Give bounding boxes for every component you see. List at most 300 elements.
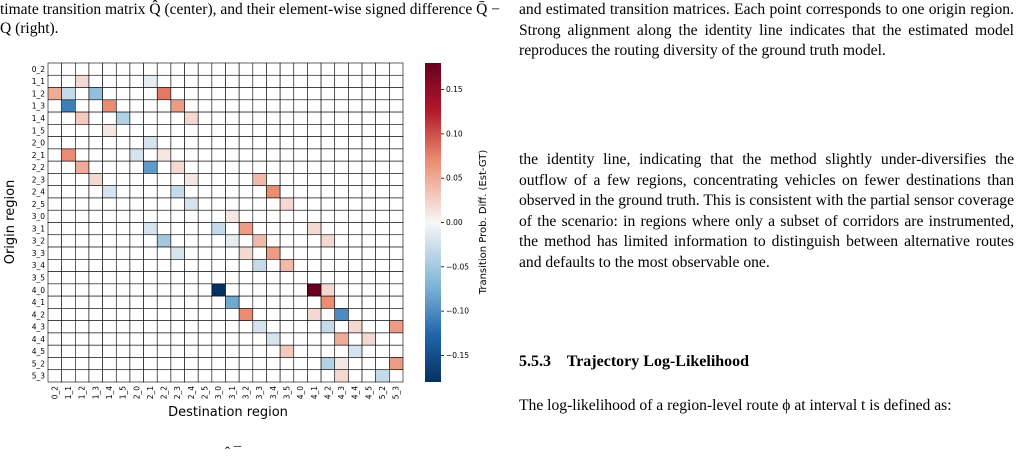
heatmap-cell xyxy=(226,333,240,345)
heatmap-cell xyxy=(116,88,130,100)
heatmap-cell xyxy=(75,210,89,222)
heatmap-cell xyxy=(321,161,335,173)
x-tick-label: 1_1 xyxy=(63,386,73,400)
heatmap-cell xyxy=(198,161,212,173)
heatmap-cell xyxy=(294,223,308,235)
heatmap-cell xyxy=(348,149,362,161)
heatmap-cell xyxy=(75,63,89,75)
heatmap-cell xyxy=(294,161,308,173)
heatmap-cell xyxy=(103,210,117,222)
heatmap-cell xyxy=(157,247,171,259)
heatmap-cell xyxy=(212,210,226,222)
heatmap-cell xyxy=(321,308,335,320)
heatmap-cell xyxy=(130,88,144,100)
heatmap-cell xyxy=(266,100,280,112)
heatmap-cell xyxy=(185,284,199,296)
heatmap-cell xyxy=(294,88,308,100)
heatmap-cell xyxy=(75,198,89,210)
heatmap-cell xyxy=(280,235,294,247)
heatmap-cell xyxy=(62,210,76,222)
heatmap-cell xyxy=(348,223,362,235)
x-tick-label: 2_3 xyxy=(173,386,183,400)
heatmap-cell xyxy=(335,198,349,210)
heatmap-cell xyxy=(348,284,362,296)
heatmap-cell xyxy=(144,333,158,345)
heatmap-cell xyxy=(116,149,130,161)
x-tick-label: 2_0 xyxy=(132,386,142,400)
x-tick-label: 4_2 xyxy=(323,386,333,400)
heatmap-cell xyxy=(226,186,240,198)
heatmap-cell xyxy=(75,137,89,149)
heatmap-cell xyxy=(280,345,294,357)
heatmap-cell xyxy=(226,235,240,247)
x-tick-label: 4_3 xyxy=(337,386,347,400)
paragraph-routing-diversity: and estimated transition matrices. Each point corresponds to one origin region. Strong alignment along the identity line indicates that the estimated model reproduces the routing diversity of the ground truth model. xyxy=(519,1,1014,59)
heatmap-cell xyxy=(130,198,144,210)
heatmap-cell xyxy=(212,112,226,124)
heatmap-cell xyxy=(253,272,267,284)
heatmap-cell xyxy=(294,186,308,198)
heatmap-cell xyxy=(130,370,144,382)
heatmap-cell xyxy=(212,161,226,173)
heatmap-cell xyxy=(226,149,240,161)
heatmap-cell xyxy=(239,124,253,136)
heatmap-cell xyxy=(171,149,185,161)
heatmap-cell xyxy=(389,272,403,284)
heatmap-cell xyxy=(62,247,76,259)
heatmap-cell xyxy=(48,198,62,210)
heatmap-cell xyxy=(171,370,185,382)
heatmap-cell xyxy=(198,75,212,87)
heatmap-cell xyxy=(226,124,240,136)
heatmap-cell xyxy=(171,124,185,136)
heatmap-cell xyxy=(239,75,253,87)
heatmap-cell xyxy=(376,235,390,247)
heatmap-cell xyxy=(280,63,294,75)
heatmap-cell xyxy=(185,223,199,235)
heatmap-cell xyxy=(48,357,62,369)
heatmap-cell xyxy=(321,88,335,100)
heatmap-cell xyxy=(307,296,321,308)
heatmap-cell xyxy=(226,173,240,185)
heatmap-cell xyxy=(116,259,130,271)
heatmap-cell xyxy=(226,345,240,357)
heatmap-cell xyxy=(348,370,362,382)
heatmap-cell xyxy=(62,88,76,100)
heatmap-cell xyxy=(89,112,103,124)
heatmap-cell xyxy=(307,259,321,271)
colorbar-tick-label: 0.05 xyxy=(446,173,463,183)
heatmap-cell xyxy=(253,333,267,345)
heatmap-cell xyxy=(266,272,280,284)
heatmap-cell xyxy=(185,88,199,100)
heatmap-cell xyxy=(389,63,403,75)
heatmap-cell xyxy=(253,75,267,87)
heatmap-cell xyxy=(294,357,308,369)
heatmap-cell xyxy=(89,173,103,185)
heatmap-cell xyxy=(389,186,403,198)
heatmap-cell xyxy=(198,210,212,222)
heatmap-cell xyxy=(362,149,376,161)
heatmap-cell xyxy=(239,198,253,210)
heatmap-cell xyxy=(389,284,403,296)
y-tick-label: 1_4 xyxy=(31,114,45,124)
heatmap-cell xyxy=(335,272,349,284)
heatmap-cell xyxy=(212,63,226,75)
heatmap-cell xyxy=(103,272,117,284)
heatmap-cell xyxy=(130,357,144,369)
heatmap-cell xyxy=(171,173,185,185)
caption-text: timate transition matrix Q̂ (center), and their element-wise signed difference Q̄ − Q (right). xyxy=(0,1,500,37)
heatmap-cell xyxy=(362,88,376,100)
heatmap-cell xyxy=(116,186,130,198)
heatmap-cell xyxy=(239,112,253,124)
heatmap-cell xyxy=(266,88,280,100)
x-tick-label: 2_4 xyxy=(186,386,196,400)
heatmap-cell xyxy=(226,137,240,149)
heatmap-cell xyxy=(226,223,240,235)
heatmap-cell xyxy=(321,75,335,87)
heatmap-cell xyxy=(389,88,403,100)
heatmap-cell xyxy=(198,247,212,259)
heatmap-cell xyxy=(266,357,280,369)
heatmap-cell xyxy=(226,112,240,124)
x-tick-label: 3_1 xyxy=(227,386,237,400)
heatmap-cell xyxy=(89,370,103,382)
heatmap-cell xyxy=(335,173,349,185)
heatmap-cell xyxy=(212,124,226,136)
heatmap-cell xyxy=(185,308,199,320)
heatmap-cell xyxy=(307,88,321,100)
heatmap-cell xyxy=(130,75,144,87)
heatmap-cell xyxy=(239,296,253,308)
heatmap-cell xyxy=(48,88,62,100)
heatmap-cell xyxy=(171,186,185,198)
heatmap-cell xyxy=(130,173,144,185)
heatmap-cell xyxy=(130,137,144,149)
heatmap-cell xyxy=(362,100,376,112)
heatmap-cell xyxy=(266,112,280,124)
heatmap-cell xyxy=(376,345,390,357)
heatmap-cell xyxy=(130,186,144,198)
heatmap-cell xyxy=(239,272,253,284)
heatmap-cell xyxy=(116,112,130,124)
heatmap-cell xyxy=(280,223,294,235)
heatmap-cell xyxy=(62,100,76,112)
heatmap-cell xyxy=(362,198,376,210)
heatmap-cell xyxy=(116,272,130,284)
heatmap-cell xyxy=(48,296,62,308)
heatmap-cell xyxy=(362,186,376,198)
heatmap-cell xyxy=(144,247,158,259)
heatmap-cell xyxy=(362,137,376,149)
heatmap-cell xyxy=(280,75,294,87)
heatmap-cell xyxy=(280,124,294,136)
heatmap-cell xyxy=(75,247,89,259)
heatmap-cell xyxy=(48,161,62,173)
paragraph-log-likelihood: The log-likelihood of a region-level route ϕ at interval t is defined as: xyxy=(519,397,952,414)
heatmap-cell xyxy=(362,321,376,333)
heatmap-cell xyxy=(157,100,171,112)
heatmap-cell xyxy=(321,210,335,222)
y-tick-label: 0_2 xyxy=(31,64,45,74)
x-tick-label: 1_5 xyxy=(118,386,128,400)
heatmap-cell xyxy=(144,321,158,333)
heatmap-cell xyxy=(348,272,362,284)
heatmap-cell xyxy=(198,223,212,235)
heatmap-cell xyxy=(144,345,158,357)
heatmap-cell xyxy=(321,370,335,382)
heatmap-cell xyxy=(321,357,335,369)
heatmap-cell xyxy=(321,223,335,235)
y-tick-labels xyxy=(32,65,46,381)
heatmap-cell xyxy=(307,100,321,112)
heatmap-cell xyxy=(376,223,390,235)
heatmap-cell xyxy=(144,149,158,161)
heatmap-cell xyxy=(144,198,158,210)
heatmap-cell xyxy=(75,186,89,198)
heatmap-cell xyxy=(294,370,308,382)
heatmap-cell xyxy=(75,308,89,320)
heatmap-cell xyxy=(48,137,62,149)
heatmap-cell xyxy=(130,124,144,136)
heatmap-cell xyxy=(280,308,294,320)
heatmap-cell xyxy=(239,308,253,320)
heatmap-cell xyxy=(185,137,199,149)
heatmap-cell xyxy=(239,370,253,382)
heatmap-cell xyxy=(130,284,144,296)
heatmap-cell xyxy=(103,370,117,382)
heatmap-cell xyxy=(321,345,335,357)
heatmap-cell xyxy=(362,259,376,271)
heatmap-cell xyxy=(266,259,280,271)
heatmap-cell xyxy=(212,259,226,271)
heatmap-cell xyxy=(116,345,130,357)
x-tick-labels xyxy=(50,386,400,400)
heatmap-cell xyxy=(226,198,240,210)
heatmap-cell xyxy=(89,223,103,235)
heatmap-cell xyxy=(75,321,89,333)
heatmap-cell xyxy=(348,333,362,345)
heatmap-cell xyxy=(144,308,158,320)
heatmap-cell xyxy=(75,235,89,247)
heatmap-grid xyxy=(48,63,403,382)
heatmap-cell xyxy=(212,333,226,345)
heatmap-cell xyxy=(239,259,253,271)
heatmap-cell xyxy=(89,259,103,271)
heatmap-cell xyxy=(307,173,321,185)
heatmap-cell xyxy=(348,296,362,308)
colorbar-tick-label: −0.15 xyxy=(446,350,469,360)
heatmap-cell xyxy=(62,173,76,185)
heatmap-cell xyxy=(321,272,335,284)
heatmap-cell xyxy=(348,88,362,100)
heatmap-cell xyxy=(48,124,62,136)
paragraph-underdiversification: the identity line, indicating that the method slightly under-diversifies the outflow of a few regions, concentrating vehicles on fewer destinations than observed in the ground truth. This is consistent with the partial sensor coverage of the scenario: in regions where only a subset of corridors are instrumented, the method has limited information to distinguish between alternative routes and defaults to the most observable one. xyxy=(519,151,1014,271)
heatmap-cell xyxy=(335,247,349,259)
heatmap-cell xyxy=(212,308,226,320)
heatmap-cell xyxy=(48,272,62,284)
heatmap-cell xyxy=(116,124,130,136)
heatmap-cell xyxy=(130,272,144,284)
y-tick-label: 2_4 xyxy=(31,187,45,197)
heatmap-cell xyxy=(198,100,212,112)
heatmap-cell xyxy=(266,210,280,222)
heatmap-cell xyxy=(89,235,103,247)
heatmap-cell xyxy=(239,235,253,247)
heatmap-cell xyxy=(62,259,76,271)
heatmap-cell xyxy=(171,259,185,271)
heatmap-cell xyxy=(239,137,253,149)
heatmap-cell xyxy=(103,333,117,345)
heatmap-cell xyxy=(198,345,212,357)
heatmap-cell xyxy=(212,235,226,247)
x-tick-label: 4_4 xyxy=(350,386,360,400)
heatmap-cell xyxy=(376,100,390,112)
heatmap-cell xyxy=(253,357,267,369)
heatmap-cell xyxy=(157,75,171,87)
y-tick-label: 3_0 xyxy=(31,212,45,222)
heatmap-cell xyxy=(389,308,403,320)
heatmap-cell xyxy=(253,149,267,161)
heatmap-cell xyxy=(212,296,226,308)
x-tick-label: 2_5 xyxy=(200,386,210,400)
heatmap-cell xyxy=(253,296,267,308)
heatmap-cell xyxy=(294,272,308,284)
heatmap-cell xyxy=(335,88,349,100)
heatmap-cell xyxy=(376,186,390,198)
heatmap-cell xyxy=(62,124,76,136)
heatmap-cell xyxy=(62,112,76,124)
heatmap-cell xyxy=(116,284,130,296)
heatmap-cell xyxy=(239,210,253,222)
heatmap-cell xyxy=(75,272,89,284)
heatmap-cell xyxy=(376,149,390,161)
heatmap-cell xyxy=(185,161,199,173)
heatmap-cell xyxy=(376,259,390,271)
heatmap-cell xyxy=(171,75,185,87)
heatmap-cell xyxy=(362,63,376,75)
x-tick-label: 2_2 xyxy=(159,386,169,400)
y-tick-label: 2_0 xyxy=(31,138,45,148)
heatmap-cell xyxy=(321,149,335,161)
heatmap-cell xyxy=(335,345,349,357)
heatmap-cell xyxy=(307,124,321,136)
heatmap-cell xyxy=(75,149,89,161)
heatmap-cell xyxy=(103,357,117,369)
heatmap-cell xyxy=(75,296,89,308)
heatmap-cell xyxy=(307,161,321,173)
heatmap-cell xyxy=(280,210,294,222)
heatmap-cell xyxy=(348,112,362,124)
heatmap-cell xyxy=(185,173,199,185)
heatmap-cell xyxy=(294,124,308,136)
heatmap-cell xyxy=(226,75,240,87)
heatmap-cell xyxy=(253,210,267,222)
heatmap-cell xyxy=(226,210,240,222)
heatmap-cell xyxy=(307,345,321,357)
heatmap-cell xyxy=(280,100,294,112)
heatmap-cell xyxy=(75,75,89,87)
heatmap-cell xyxy=(335,296,349,308)
heatmap-cell xyxy=(389,370,403,382)
heatmap-cell xyxy=(266,137,280,149)
heatmap-cell xyxy=(389,247,403,259)
heatmap-cell xyxy=(321,284,335,296)
heatmap-cell xyxy=(362,75,376,87)
heatmap-cell xyxy=(362,333,376,345)
heatmap-cell xyxy=(62,186,76,198)
heatmap-cell xyxy=(280,370,294,382)
heatmap-cell xyxy=(198,357,212,369)
heatmap-cell xyxy=(157,137,171,149)
heatmap-cell xyxy=(157,345,171,357)
heatmap-cell xyxy=(185,357,199,369)
heatmap-cell xyxy=(362,161,376,173)
heatmap-cell xyxy=(389,235,403,247)
heatmap-cell xyxy=(171,284,185,296)
section-number: 5.5.3 xyxy=(519,353,551,370)
x-axis-label: Destination region xyxy=(168,405,288,420)
heatmap-cell xyxy=(130,112,144,124)
heatmap-cell xyxy=(253,88,267,100)
heatmap-cell xyxy=(253,235,267,247)
heatmap-cell xyxy=(103,149,117,161)
heatmap-cell xyxy=(198,296,212,308)
heatmap-cell xyxy=(376,284,390,296)
heatmap-cell xyxy=(253,284,267,296)
heatmap-cell xyxy=(144,88,158,100)
heatmap-cell xyxy=(335,284,349,296)
heatmap-cell xyxy=(253,112,267,124)
caption-fragment xyxy=(0,0,500,36)
heatmap-cell xyxy=(103,112,117,124)
heatmap-cell xyxy=(157,259,171,271)
x-tick-label: 1_2 xyxy=(77,386,87,400)
heatmap-cell xyxy=(62,223,76,235)
heatmap-cell xyxy=(348,173,362,185)
heatmap-cell xyxy=(62,357,76,369)
heatmap-cell xyxy=(144,112,158,124)
heatmap-cell xyxy=(157,210,171,222)
heatmap-cell xyxy=(130,247,144,259)
heatmap-cell xyxy=(116,370,130,382)
heatmap-cell xyxy=(75,112,89,124)
heatmap-cell xyxy=(48,321,62,333)
heatmap-cell xyxy=(103,161,117,173)
heatmap-cell xyxy=(280,333,294,345)
heatmap-cell xyxy=(157,186,171,198)
x-tick-label: 5_2 xyxy=(378,386,388,400)
heatmap-cell xyxy=(75,88,89,100)
heatmap-cell xyxy=(75,124,89,136)
heatmap-cell xyxy=(294,321,308,333)
y-tick-label: 4_3 xyxy=(31,322,45,332)
heatmap-cell xyxy=(307,137,321,149)
heatmap-cell xyxy=(116,210,130,222)
heatmap-cell xyxy=(212,88,226,100)
heatmap-cell xyxy=(157,284,171,296)
heatmap-cell xyxy=(226,370,240,382)
heatmap-cell xyxy=(144,272,158,284)
heatmap-cell xyxy=(253,137,267,149)
heatmap-cell xyxy=(376,370,390,382)
x-tick-label: 3_4 xyxy=(268,386,278,400)
heatmap-cell xyxy=(198,63,212,75)
heatmap-cell xyxy=(362,357,376,369)
heatmap-cell xyxy=(266,284,280,296)
heatmap-cell xyxy=(103,235,117,247)
